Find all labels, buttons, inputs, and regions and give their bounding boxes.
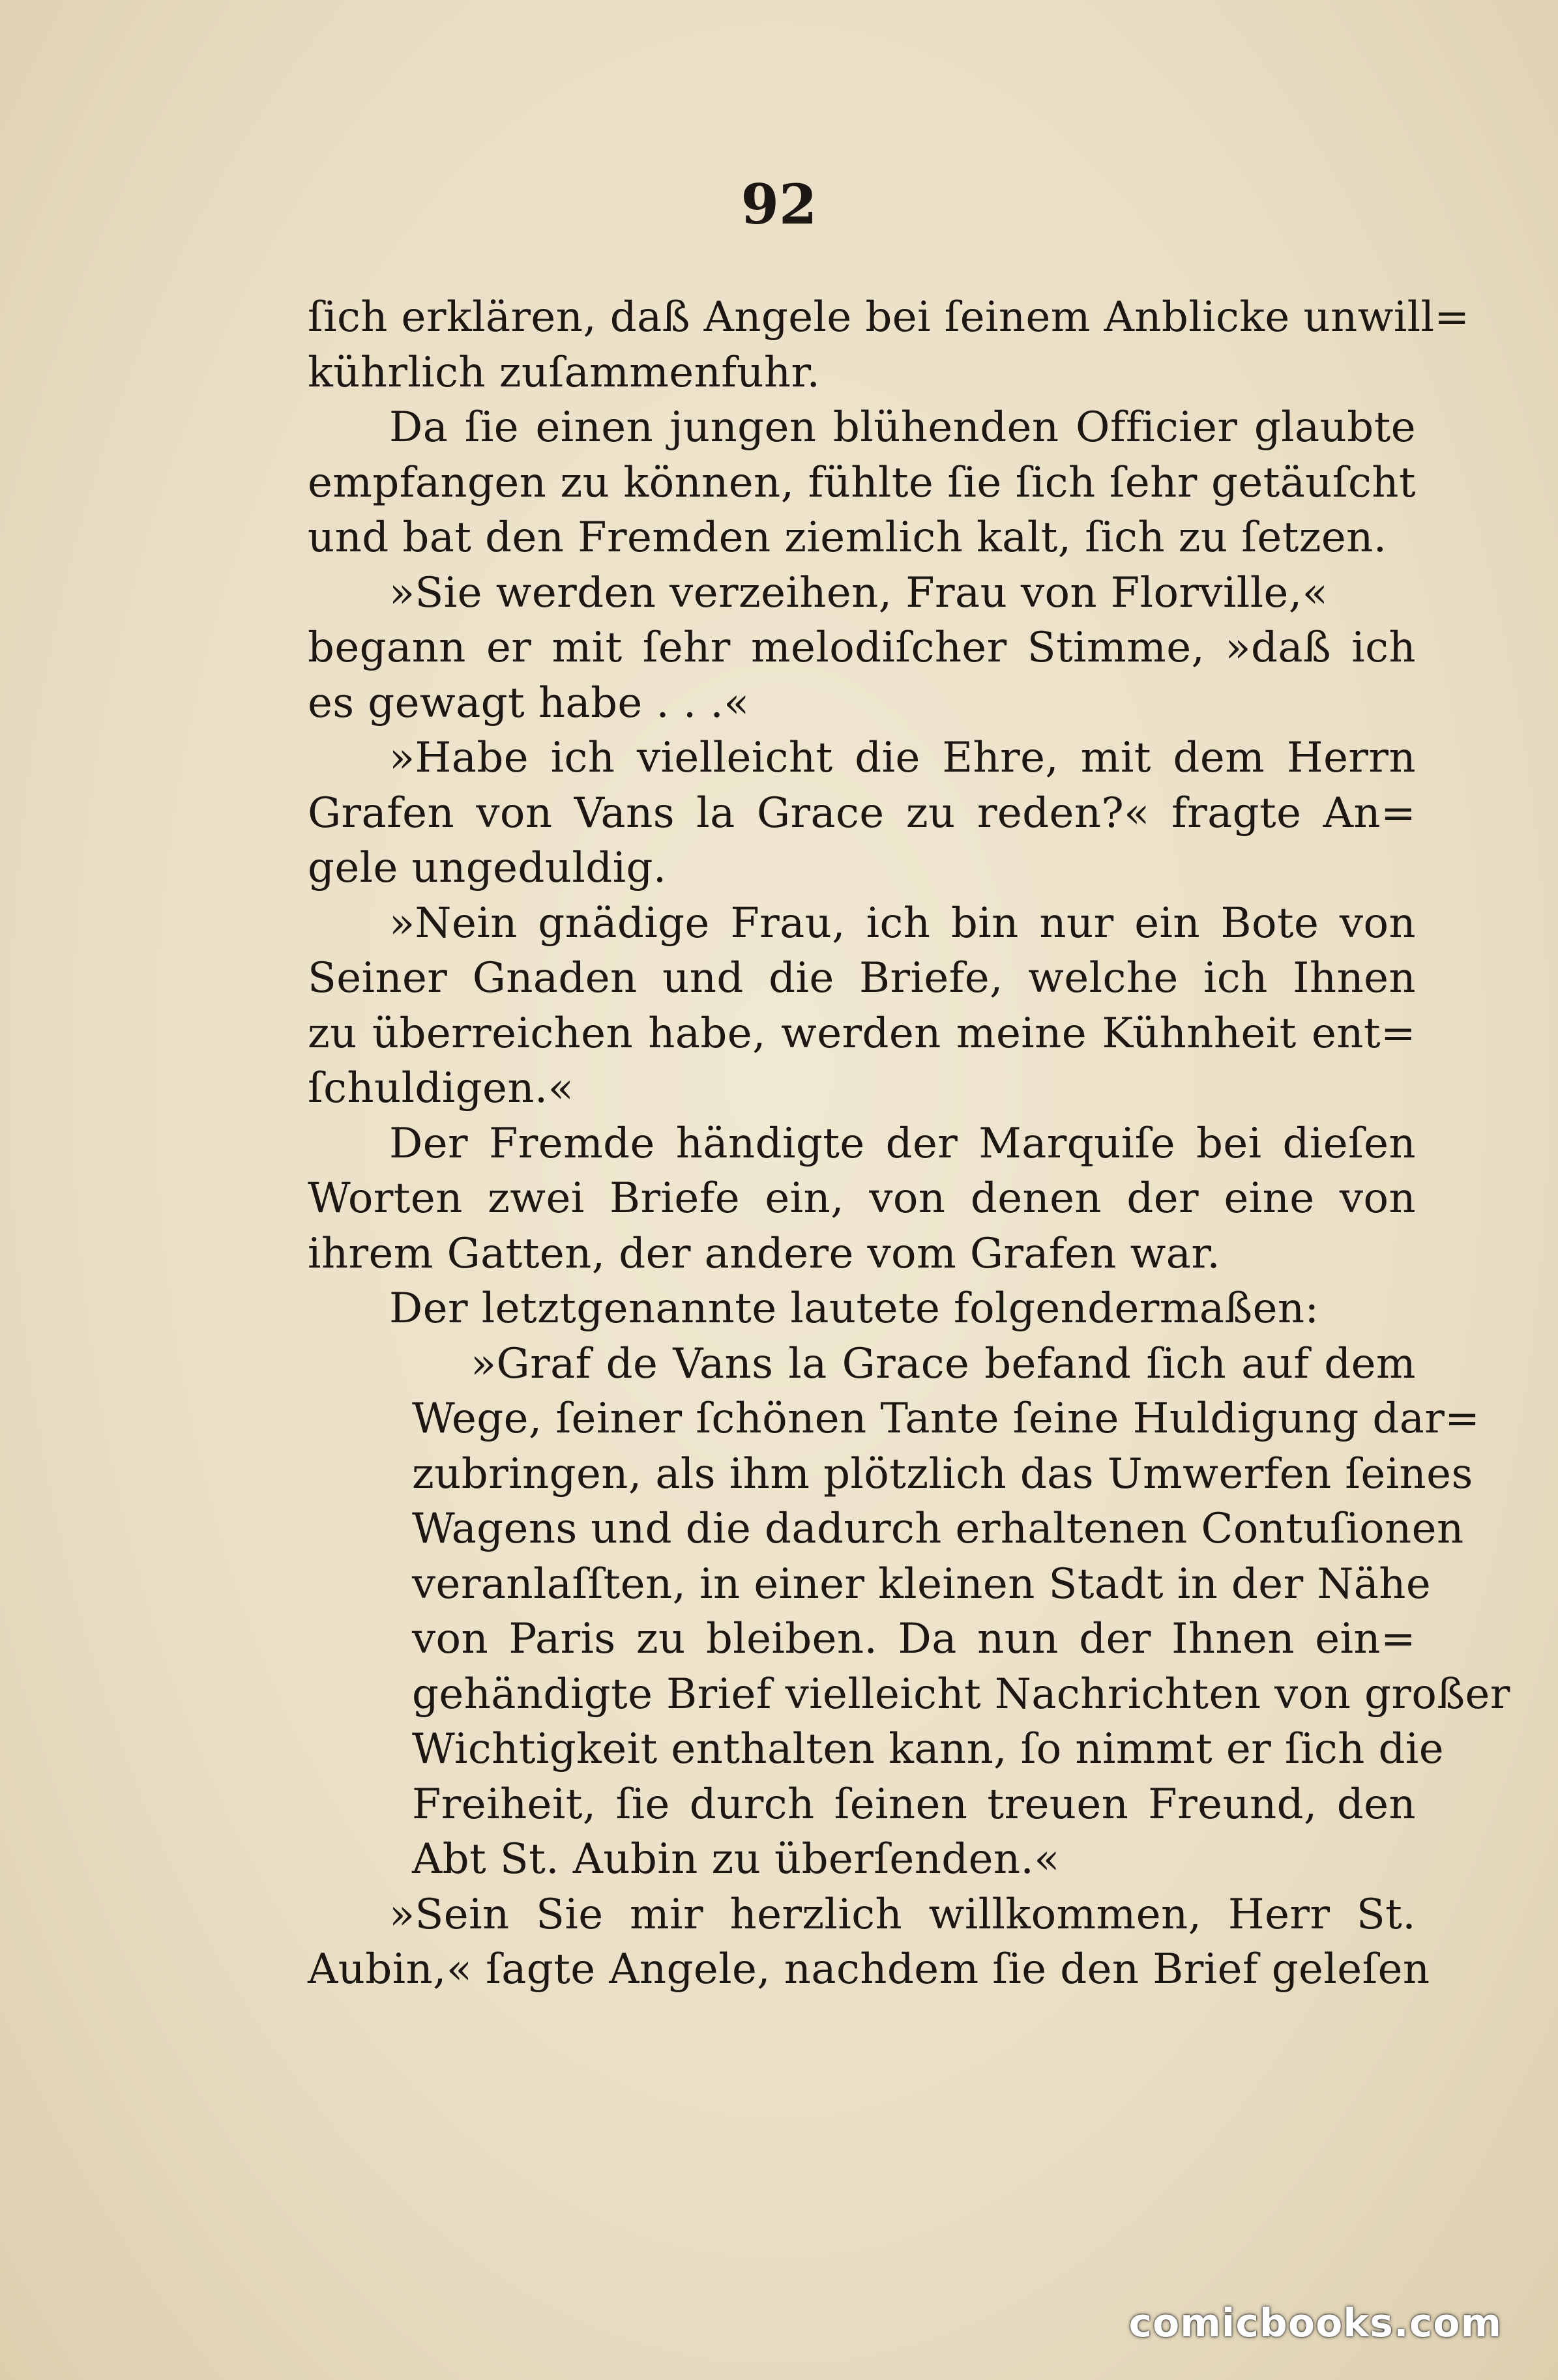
text-line: Da ſie einen jungen blühenden Officier glaubte [389, 403, 1416, 452]
text-line: Aubin,« ſagte Angele, nachdem ſie den Brief geleſen [308, 1945, 1430, 1994]
text-line: und bat den Fremden ziemlich kalt, ſich zu ſetzen. [308, 514, 1387, 562]
text-line: »Graf de Vans la Grace befand ſich auf dem [471, 1339, 1416, 1388]
text-line: Wagens und die dadurch erhaltenen Contuſionen [412, 1505, 1464, 1553]
text-line: von Paris zu bleiben. Da nun der Ihnen ein= [412, 1615, 1416, 1663]
text-line: empfangen zu können, fühlte ſie ſich ſehr getäuſcht [308, 458, 1416, 507]
text-line: »Habe ich vielleicht die Ehre, mit dem Herrn [389, 734, 1416, 782]
text-line: Wichtigkeit enthalten kann, ſo nimmt er ſich die [412, 1725, 1444, 1773]
text-line: ſchuldigen.« [308, 1064, 574, 1112]
text-line: Der Fremde händigte der Marquiſe bei dieſen [389, 1119, 1416, 1168]
text-line: es gewagt habe . . .« [308, 678, 750, 727]
text-line: Grafen von Vans la Grace zu reden?« fragte An= [308, 789, 1416, 837]
text-line: ihrem Gatten, der andere vom Grafen war. [308, 1229, 1221, 1278]
text-line: Worten zwei Briefe ein, von denen der eine von [308, 1174, 1416, 1223]
text-line: gele ungeduldig. [308, 844, 667, 892]
text-line: begann er mit ſehr melodiſcher Stimme, »daß ich [308, 624, 1416, 672]
text-line: »Sein Sie mir herzlich willkommen, Herr St. [389, 1890, 1416, 1939]
text-line: kührlich zuſammenfuhr. [308, 348, 821, 397]
body-text [308, 290, 1510, 1997]
text-line: Freiheit, ſie durch ſeinen treuen Freund, den [412, 1780, 1416, 1829]
text-line: veranlaſſten, in einer kleinen Stadt in der Nähe [412, 1560, 1432, 1608]
text-line: Wege, ſeiner ſchönen Tante ſeine Huldigung dar= [412, 1395, 1480, 1443]
text-line: »Nein gnädige Frau, ich bin nur ein Bote von [389, 899, 1416, 948]
page-number: 92 [741, 172, 817, 237]
text-line: Der letztgenannte lautete folgendermaßen: [389, 1284, 1319, 1333]
text-line: ſich erklären, daß Angele bei ſeinem Anblicke unwill= [308, 293, 1470, 341]
text-line: Abt St. Aubin zu überſenden.« [412, 1835, 1060, 1883]
text-line: Seiner Gnaden und die Briefe, welche ich Ihnen [308, 954, 1416, 1002]
text-line: zu überreichen habe, werden meine Kühnheit ent= [308, 1009, 1416, 1058]
text-line: gehändigte Brief vielleicht Nachrichten von großer [412, 1670, 1510, 1719]
watermark-logo: comicbooks.com [1128, 2300, 1502, 2346]
text-line: »Sie werden verzeihen, Frau von Florville,« [389, 568, 1329, 617]
text-line: zubringen, als ihm plötzlich das Umwerfen ſeines [412, 1449, 1473, 1498]
